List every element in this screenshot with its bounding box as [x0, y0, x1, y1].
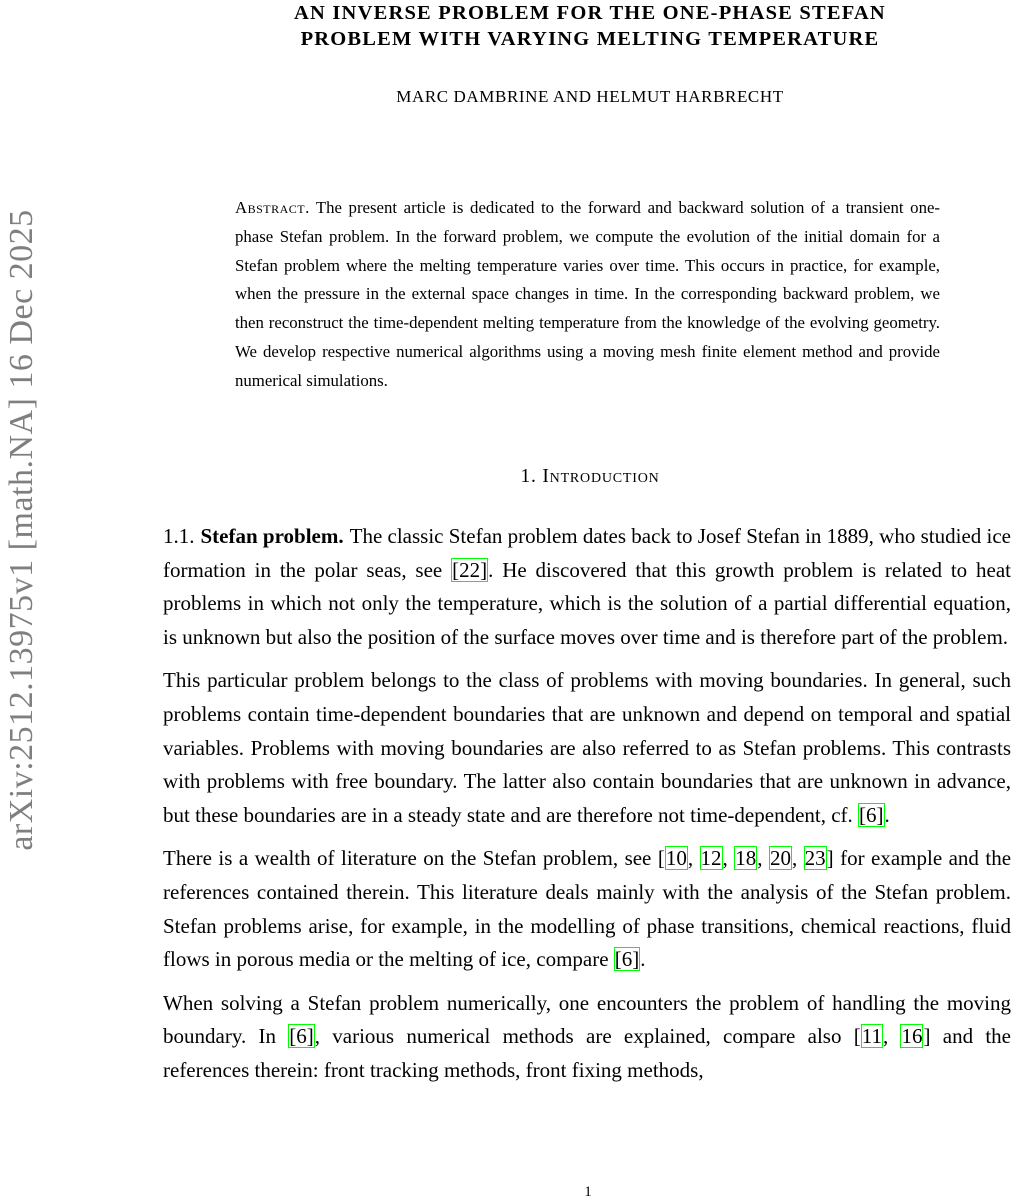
paragraph-text: ] for example and the references contained therein. This literature deals mainly with the analysis of the Stefan problem. Stefan problems arise, for example, in the modelling of phase transitions, chemical reactions, fluid flows in porous media or the melting of ice, compare	[163, 846, 1012, 972]
arxiv-identifier: arXiv:2512.13975v1 [math.NA] 16 Dec 2025	[3, 209, 40, 851]
citation-link[interactable]: [22]	[452, 557, 488, 582]
citation-link[interactable]: 10	[665, 846, 687, 871]
authors: MARC DAMBRINE AND HELMUT HARBRECHT	[396, 87, 784, 106]
title-line-2: PROBLEM WITH VARYING MELTING TEMPERATURE	[300, 28, 880, 50]
section-heading	[160, 466, 1012, 488]
section-title: Introduction	[542, 466, 660, 487]
citation-link[interactable]: 12	[700, 846, 722, 871]
abstract-text: The present article is dedicated to the forward and backward solution of a transient one-phase Stefan problem. In the forward problem, we compute the evolution of the initial domain for a Stefan problem where the melting temperature varies over time. This occurs in practice, for example, when the pressure in the external space changes in time. In the corresponding backward problem, we then reconstruct the time-dependent melting temperature from the knowledge of the evolving geometry. We develop respective numerical algorithms using a moving mesh finite element method and provide numerical simulations.	[235, 198, 940, 390]
citation-separator: ,	[687, 846, 700, 871]
citation-separator: ,	[791, 846, 804, 871]
body-text	[163, 520, 1011, 1097]
paper-title	[160, 0, 1012, 52]
subsection-number: 1.1.	[163, 524, 195, 548]
abstract-label: Abstract.	[235, 198, 310, 217]
paragraph-3	[163, 842, 1011, 977]
paragraph-4	[163, 987, 1011, 1088]
paragraph-1	[163, 520, 1011, 655]
paragraph-text: .	[640, 947, 646, 972]
paragraph-text: ] and the references therein: front tracking methods, front fixing methods,	[163, 1024, 1011, 1083]
citation-link[interactable]: 20	[769, 846, 791, 871]
citation-link[interactable]: 23	[804, 846, 826, 871]
abstract	[235, 194, 940, 396]
subsection-title: Stefan problem.	[200, 524, 344, 548]
page-number: 1	[584, 1184, 592, 1200]
citation-separator: ,	[757, 846, 769, 871]
arxiv-sidebar	[0, 150, 44, 910]
title-line-1: AN INVERSE PROBLEM FOR THE ONE-PHASE STEFAN	[294, 2, 886, 24]
paragraph-text: , various numerical methods are explained, compare also [	[314, 1024, 861, 1049]
citation-link[interactable]: [6]	[614, 947, 640, 972]
paragraph-text: .	[884, 803, 890, 828]
citation-separator: ,	[722, 846, 735, 871]
paragraph-text: . He discovered that this growth problem is related to heat problems in which not only the temperature, which is the solution of a partial differential equation, is unknown but also the position of the surface moves over time and is therefore part of the problem.	[163, 557, 1012, 650]
paragraph-text: This particular problem belongs to the class of problems with moving boundaries. In general, such problems contain time-dependent boundaries that are unknown and depend on temporal and spatial variables. Problems with moving boundaries are also referred to as Stefan problems. This contrasts with problems with free boundary. The latter also contain boundaries that are unknown in advance, but these boundaries are in a steady state and are therefore not time-dependent, cf.	[163, 668, 1011, 828]
section-number: 1.	[520, 466, 537, 487]
paragraph-text: There is a wealth of literature on the Stefan problem, see [	[163, 846, 665, 871]
citation-separator: ,	[882, 1024, 901, 1049]
paragraph-text: The classic Stefan problem dates back to Josef Stefan in 1889, who studied ice formation in the polar seas, see	[163, 524, 1011, 582]
citation-link[interactable]: [6]	[289, 1024, 314, 1049]
citation-link[interactable]: [6]	[859, 803, 884, 828]
paragraph-2	[163, 664, 1011, 833]
citation-link[interactable]: 11	[861, 1024, 882, 1049]
paragraph-text: When solving a Stefan problem numerically, one encounters the problem of handling the moving boundary. In	[163, 990, 1011, 1049]
citation-link[interactable]: 18	[735, 846, 757, 871]
citation-link[interactable]: 16	[901, 1024, 923, 1049]
